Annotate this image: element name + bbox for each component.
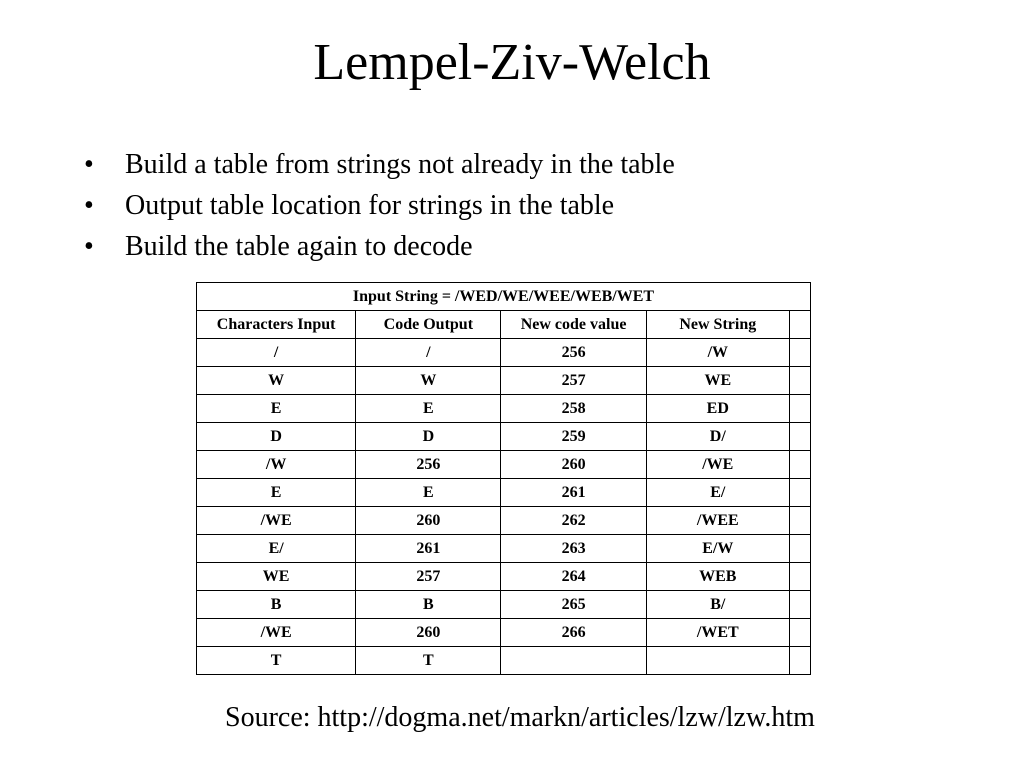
cell-new-code-value: 266 — [501, 619, 646, 647]
cell-blank — [789, 395, 810, 423]
cell-characters-input: E — [197, 395, 356, 423]
cell-new-string: E/ — [646, 479, 789, 507]
cell-blank — [789, 563, 810, 591]
table-row — [197, 479, 811, 507]
cell-new-code-value: 258 — [501, 395, 646, 423]
cell-code-output: 260 — [356, 507, 501, 535]
bullet-text: Build the table again to decode — [125, 231, 473, 262]
cell-blank — [789, 367, 810, 395]
cell-new-code-value: 263 — [501, 535, 646, 563]
cell-characters-input: E/ — [197, 535, 356, 563]
table-row — [197, 339, 811, 367]
bullet-item — [84, 185, 675, 226]
cell-characters-input: / — [197, 339, 356, 367]
cell-new-string: WEB — [646, 563, 789, 591]
cell-new-code-value: 256 — [501, 339, 646, 367]
bullet-list — [84, 144, 675, 267]
cell-code-output: E — [356, 479, 501, 507]
cell-new-string: B/ — [646, 591, 789, 619]
table-header-row — [197, 311, 811, 339]
cell-blank — [789, 423, 810, 451]
cell-new-string: /WEE — [646, 507, 789, 535]
cell-code-output: 260 — [356, 619, 501, 647]
cell-characters-input: E — [197, 479, 356, 507]
cell-characters-input: /WE — [197, 619, 356, 647]
source-citation: Source: http://dogma.net/markn/articles/lzw/lzw.htm — [225, 702, 815, 733]
cell-blank — [789, 591, 810, 619]
bullet-item — [84, 144, 675, 185]
header-code-output: Code Output — [356, 311, 501, 339]
cell-code-output: / — [356, 339, 501, 367]
table-row — [197, 395, 811, 423]
table-row — [197, 647, 811, 675]
cell-blank — [789, 339, 810, 367]
cell-new-code-value — [501, 647, 646, 675]
cell-new-code-value: 261 — [501, 479, 646, 507]
bullet-icon: • — [84, 231, 94, 262]
cell-new-code-value: 257 — [501, 367, 646, 395]
cell-code-output: 257 — [356, 563, 501, 591]
cell-new-code-value: 264 — [501, 563, 646, 591]
cell-blank — [789, 619, 810, 647]
cell-new-string: WE — [646, 367, 789, 395]
cell-blank — [789, 535, 810, 563]
cell-new-string: E/W — [646, 535, 789, 563]
cell-code-output: T — [356, 647, 501, 675]
header-new-code-value: New code value — [501, 311, 646, 339]
header-blank — [789, 311, 810, 339]
cell-new-string: /WE — [646, 451, 789, 479]
cell-characters-input: WE — [197, 563, 356, 591]
cell-characters-input: /W — [197, 451, 356, 479]
header-new-string: New String — [646, 311, 789, 339]
cell-characters-input: B — [197, 591, 356, 619]
table-caption: Input String = /WED/WE/WEE/WEB/WET — [197, 283, 811, 311]
table-caption-row — [197, 283, 811, 311]
cell-blank — [789, 647, 810, 675]
table-row — [197, 451, 811, 479]
table-row — [197, 619, 811, 647]
cell-blank — [789, 507, 810, 535]
table-row — [197, 367, 811, 395]
bullet-icon: • — [84, 190, 94, 221]
cell-new-string — [646, 647, 789, 675]
table-row — [197, 563, 811, 591]
cell-new-string: /W — [646, 339, 789, 367]
bullet-item — [84, 226, 675, 267]
slide-title: Lempel-Ziv-Welch — [313, 34, 711, 91]
cell-code-output: 256 — [356, 451, 501, 479]
cell-new-string: ED — [646, 395, 789, 423]
cell-code-output: 261 — [356, 535, 501, 563]
bullet-icon: • — [84, 149, 94, 180]
lzw-table — [196, 282, 811, 675]
header-characters-input: Characters Input — [197, 311, 356, 339]
cell-code-output: W — [356, 367, 501, 395]
cell-characters-input: T — [197, 647, 356, 675]
cell-new-string: /WET — [646, 619, 789, 647]
cell-new-code-value: 259 — [501, 423, 646, 451]
cell-new-code-value: 262 — [501, 507, 646, 535]
cell-characters-input: /WE — [197, 507, 356, 535]
cell-code-output: B — [356, 591, 501, 619]
table-row — [197, 507, 811, 535]
cell-code-output: D — [356, 423, 501, 451]
table-row — [197, 591, 811, 619]
cell-new-code-value: 260 — [501, 451, 646, 479]
bullet-text: Build a table from strings not already in the table — [125, 149, 675, 180]
cell-blank — [789, 479, 810, 507]
cell-characters-input: W — [197, 367, 356, 395]
cell-code-output: E — [356, 395, 501, 423]
table-row — [197, 423, 811, 451]
lzw-table-body — [197, 283, 811, 675]
table-row — [197, 535, 811, 563]
cell-blank — [789, 451, 810, 479]
cell-new-string: D/ — [646, 423, 789, 451]
bullet-text: Output table location for strings in the table — [125, 190, 615, 221]
cell-characters-input: D — [197, 423, 356, 451]
cell-new-code-value: 265 — [501, 591, 646, 619]
